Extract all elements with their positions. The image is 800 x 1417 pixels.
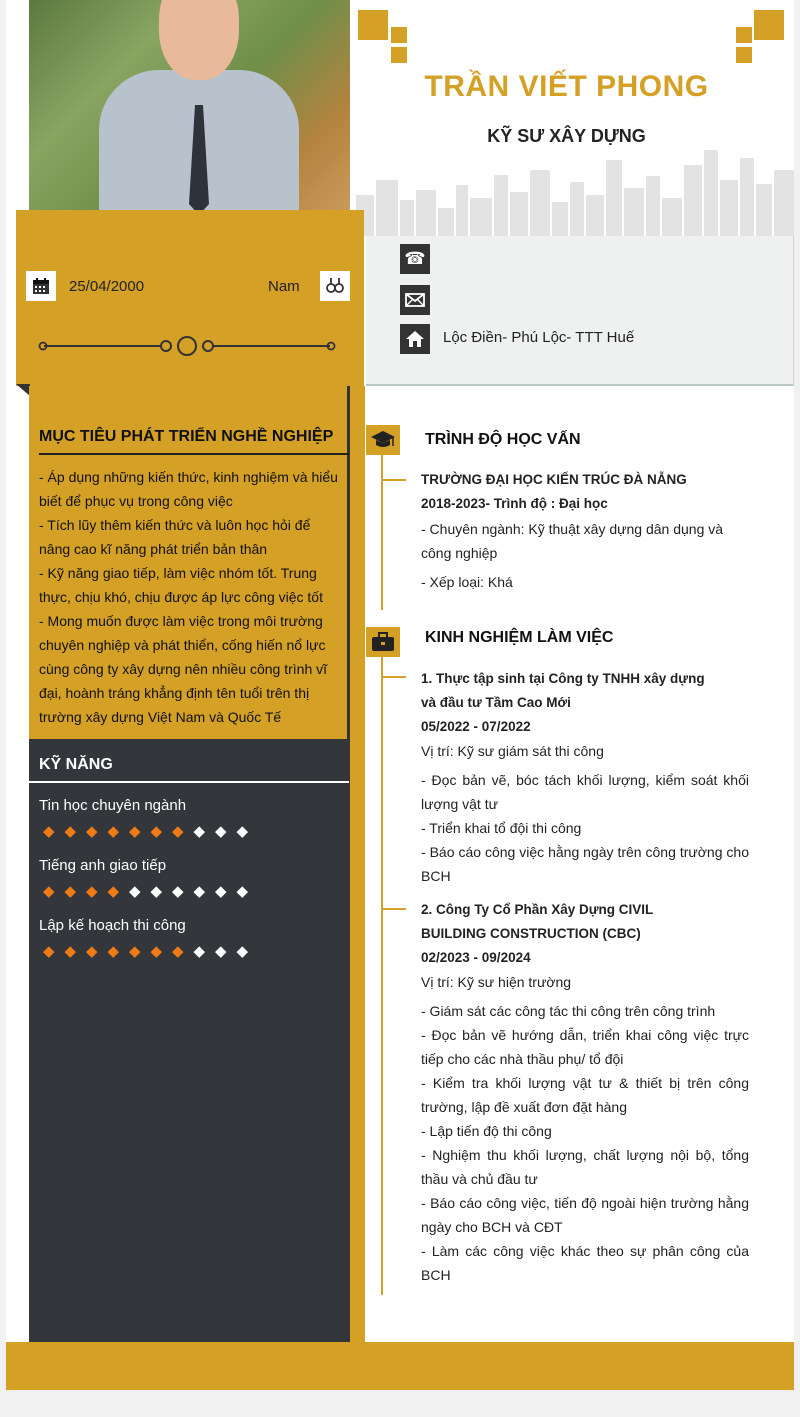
objective-line: biết để phục vụ trong công việc bbox=[39, 493, 233, 509]
education-grade: - Xếp loại: Khá bbox=[421, 574, 513, 590]
skill-diamond-empty: ◆ bbox=[236, 883, 249, 900]
job-task: - Đọc bản vẽ hướng dẫn, triển khai công việc trực tiếp cho các nhà thầu phụ/ tổ đội bbox=[421, 1027, 749, 1067]
job-position: Vị trí: Kỹ sư hiện trường bbox=[421, 974, 572, 990]
objective-text bbox=[39, 465, 339, 729]
skill-diamond-filled: ◆ bbox=[150, 943, 163, 960]
gender: Nam bbox=[268, 278, 300, 295]
job-position: Vị trí: Kỹ sư giám sát thi công bbox=[421, 743, 604, 759]
accent-strip bbox=[350, 386, 365, 1342]
skill-diamond-filled: ◆ bbox=[171, 823, 184, 840]
city-skyline-graphic bbox=[356, 140, 794, 236]
school-name: TRƯỜNG ĐẠI HỌC KIẾN TRÚC ĐÀ NẴNG bbox=[421, 472, 687, 487]
calendar-icon bbox=[26, 271, 56, 301]
job-task: - Làm các công việc khác theo sự phân công của BCH bbox=[421, 1243, 749, 1283]
objective-line: trường xây dựng Việt Nam và Quốc Tế bbox=[39, 709, 282, 725]
skill-diamond-filled: ◆ bbox=[42, 823, 55, 840]
objective-line: chuyên nghiệp và phát thiển, cống hiến nổ lực bbox=[39, 637, 326, 653]
skill-diamond-filled: ◆ bbox=[64, 943, 77, 960]
skill-diamond-filled: ◆ bbox=[171, 943, 184, 960]
briefcase-icon bbox=[366, 627, 400, 657]
deco-square bbox=[391, 27, 407, 43]
job-task: - Giám sát các công tác thi công trên công trình bbox=[421, 1003, 716, 1019]
graduation-cap-icon bbox=[366, 425, 400, 455]
skill-rating bbox=[38, 883, 253, 899]
skill-diamond-empty: ◆ bbox=[193, 823, 206, 840]
skill-diamond-filled: ◆ bbox=[150, 823, 163, 840]
objective-line: - Kỹ năng giao tiếp, làm việc nhóm tốt. Trung bbox=[39, 565, 317, 581]
skills-title: KỸ NĂNG bbox=[29, 756, 349, 783]
timeline-line bbox=[381, 655, 383, 1295]
job-company: 1. Thực tập sinh tại Công ty TNHH xây dựng bbox=[421, 671, 705, 686]
skill-diamond-empty: ◆ bbox=[193, 943, 206, 960]
job-task: - Lập tiến độ thi công bbox=[421, 1123, 552, 1139]
job-company: và đầu tư Tầm Cao Mới bbox=[421, 695, 571, 710]
skill-diamond-empty: ◆ bbox=[236, 943, 249, 960]
skill-diamond-filled: ◆ bbox=[64, 823, 77, 840]
skill-diamond-filled: ◆ bbox=[107, 823, 120, 840]
deco-square bbox=[391, 47, 407, 63]
job-task: - Báo cáo công việc hằng ngày trên công trường cho BCH bbox=[421, 844, 749, 884]
job-title: KỸ SƯ XÂY DỰNG bbox=[487, 126, 646, 146]
education-period: 2018-2023- Trình độ : Đại học bbox=[421, 496, 608, 511]
timeline-tick bbox=[382, 676, 406, 678]
deco-square bbox=[754, 10, 784, 40]
deco-square bbox=[736, 47, 752, 63]
objective-line: - Mong muốn được làm việc trong môi trường bbox=[39, 613, 323, 629]
skill-diamond-filled: ◆ bbox=[85, 883, 98, 900]
footer-band bbox=[6, 1342, 794, 1390]
home-icon bbox=[400, 324, 430, 354]
timeline-tick bbox=[382, 479, 406, 481]
skill-diamond-filled: ◆ bbox=[107, 943, 120, 960]
objective-line: nâng cao kĩ năng phát triển bản thân bbox=[39, 541, 268, 557]
objective-line: đại, hoành tráng khẳng định tên tuổi trên thị bbox=[39, 685, 310, 701]
skill-name: Tin học chuyên ngành bbox=[39, 797, 187, 814]
job-task: - Đọc bản vẽ, bóc tách khối lượng, kiểm soát khối lượng vật tư bbox=[421, 772, 749, 812]
skill-diamond-empty: ◆ bbox=[214, 883, 227, 900]
job-task: - Kiểm tra khối lượng vật tư & thiết bị trên công trường, lập đề xuất đơn đặt hàng bbox=[421, 1075, 749, 1115]
skill-diamond-filled: ◆ bbox=[42, 883, 55, 900]
skill-diamond-filled: ◆ bbox=[85, 943, 98, 960]
job-task: - Nghiệm thu khối lượng, chất lượng nội bộ, tổng thầu và chủ đầu tư bbox=[421, 1147, 749, 1187]
contact-box bbox=[366, 236, 794, 386]
job-task: - Triển khai tổ đội thi công bbox=[421, 820, 582, 836]
gender-icon bbox=[320, 271, 350, 301]
skill-name: Tiếng anh giao tiếp bbox=[39, 857, 167, 874]
job-period: 02/2023 - 09/2024 bbox=[421, 950, 531, 965]
skill-name: Lập kế hoạch thi công bbox=[39, 917, 186, 934]
skill-rating bbox=[38, 943, 253, 959]
job-task: - Báo cáo công việc, tiến độ ngoài hiện trường hằng ngày cho BCH và CĐT bbox=[421, 1195, 749, 1235]
deco-square bbox=[358, 10, 388, 40]
job-company: BUILDING CONSTRUCTION (CBC) bbox=[421, 926, 641, 941]
candidate-name: TRẦN VIẾT PHONG bbox=[424, 70, 709, 103]
skill-diamond-filled: ◆ bbox=[128, 823, 141, 840]
phone-icon: ☎ bbox=[400, 244, 430, 274]
skill-diamond-empty: ◆ bbox=[128, 883, 141, 900]
objective-line: cùng công ty xây dựng nên nhiều công trình vĩ bbox=[39, 661, 328, 677]
skill-diamond-empty: ◆ bbox=[150, 883, 163, 900]
experience-title: KINH NGHIỆM LÀM VIỆC bbox=[425, 629, 614, 646]
objective-line: - Áp dụng những kiến thức, kinh nghiệm và hiểu bbox=[39, 469, 338, 485]
skill-diamond-empty: ◆ bbox=[171, 883, 184, 900]
skill-diamond-filled: ◆ bbox=[107, 883, 120, 900]
address: Lộc Điền- Phú Lộc- TTT Huế bbox=[443, 329, 635, 346]
objective-line: - Tích lũy thêm kiến thức và luôn học hỏi để bbox=[39, 517, 311, 533]
education-title: TRÌNH ĐỘ HỌC VẤN bbox=[425, 431, 581, 448]
skill-diamond-filled: ◆ bbox=[128, 943, 141, 960]
profile-photo bbox=[29, 0, 350, 210]
skill-diamond-filled: ◆ bbox=[42, 943, 55, 960]
education-major: - Chuyên ngành: Kỹ thuật xây dựng dân dụng và bbox=[421, 521, 724, 537]
skill-diamond-empty: ◆ bbox=[236, 823, 249, 840]
skill-rating bbox=[38, 823, 253, 839]
objective-line: thực, chịu khó, chịu được áp lực công việc tốt bbox=[39, 589, 323, 605]
date-of-birth: 25/04/2000 bbox=[69, 278, 145, 295]
timeline-tick bbox=[382, 908, 406, 910]
band-fold bbox=[16, 384, 30, 396]
skill-diamond-filled: ◆ bbox=[85, 823, 98, 840]
job-company: 2. Công Ty Cổ Phần Xây Dựng CIVIL bbox=[421, 902, 654, 917]
education-major: công nghiệp bbox=[421, 545, 498, 561]
deco-square bbox=[736, 27, 752, 43]
job-period: 05/2022 - 07/2022 bbox=[421, 719, 531, 734]
skill-diamond-empty: ◆ bbox=[193, 883, 206, 900]
skill-diamond-empty: ◆ bbox=[214, 823, 227, 840]
skill-diamond-empty: ◆ bbox=[214, 943, 227, 960]
mail-icon bbox=[400, 285, 430, 315]
decorative-divider bbox=[36, 332, 338, 360]
skill-diamond-filled: ◆ bbox=[64, 883, 77, 900]
objective-title: MỤC TIÊU PHÁT TRIỂN NGHỀ NGHIỆP bbox=[39, 428, 349, 455]
